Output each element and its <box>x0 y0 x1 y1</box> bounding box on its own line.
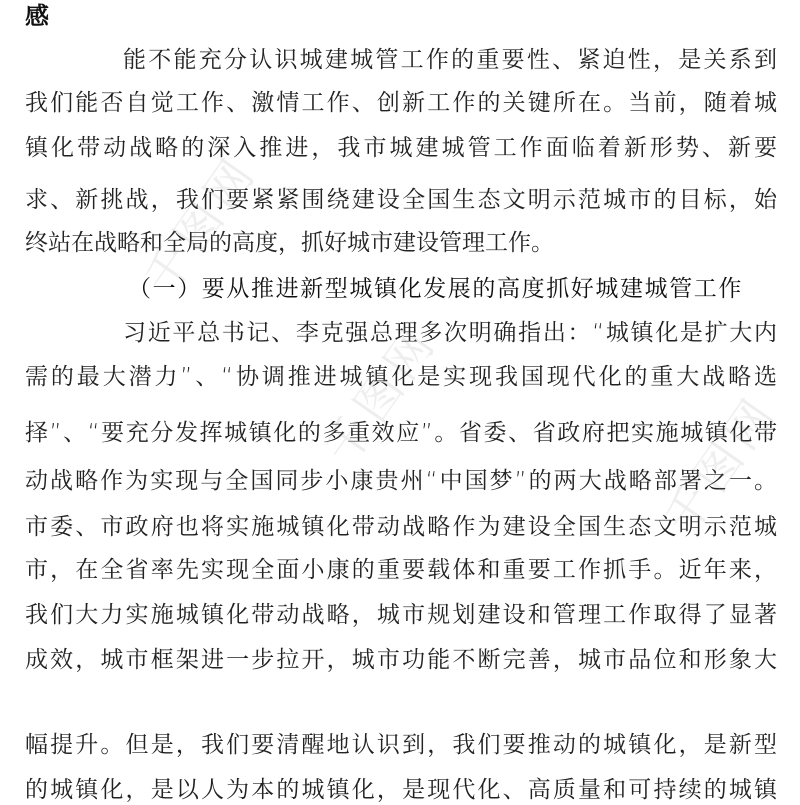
paragraph-line: 镇化带动战略的深入推进，我市城建城管工作面临着新形势、新要 <box>25 135 777 161</box>
paragraph-line: 成效，城市框架进一步拉开，城市功能不断完善，城市品位和形象大 <box>25 647 777 673</box>
paragraph-line: 能不能充分认识城建城管工作的重要性、紧迫性，是关系到 <box>123 47 777 73</box>
paragraph-line: 习近平总书记、李克强总理多次明确指出：“城镇化是扩大内 <box>123 320 777 346</box>
paragraph-line: 我们大力实施城镇化带动战略，城市规划建设和管理工作取得了显著 <box>25 602 777 628</box>
watermark: 千图网 <box>653 385 788 545</box>
paragraph-line: 我们能否自觉工作、激情工作、创新工作的关键所在。当前，随着城 <box>25 90 777 116</box>
paragraph-line: 动战略作为实现与全国同步小康贵州“中国梦”的两大战略部署之一。 <box>25 468 777 494</box>
paragraph-line: 的城镇化，是以人为本的城镇化，是现代化、高质量和可持续的城镇 <box>25 777 777 803</box>
paragraph-line: 市委、市政府也将实施城镇化带动战略作为建设全国生态文明示范城 <box>25 514 777 540</box>
paragraph-line: 市，在全省率先实现全面小康的重要载体和重要工作抓手。近年来， <box>25 557 777 583</box>
watermark: 千图网 <box>133 145 268 305</box>
paragraph-line: 终站在战略和全局的高度，抓好城市建设管理工作。 <box>25 230 554 256</box>
paragraph-line: 需的最大潜力”、“协调推进城镇化是实现我国现代化的重大战略选 <box>25 364 777 390</box>
paragraph-line: 求、新挑战，我们要紧紧围绕建设全国生态文明示范城市的目标，始 <box>25 187 777 213</box>
section-heading: （一）要从推进新型城镇化发展的高度抓好城建城管工作 <box>128 276 743 302</box>
heading-fragment: 感 <box>25 2 49 30</box>
paragraph-line: 择”、“要充分发挥城镇化的多重效应”。省委、省政府把实施城镇化带 <box>25 420 777 446</box>
paragraph-line: 幅提升。但是，我们要清醒地认识到，我们要推动的城镇化，是新型 <box>25 732 777 758</box>
watermark: 千图网 <box>313 315 448 475</box>
